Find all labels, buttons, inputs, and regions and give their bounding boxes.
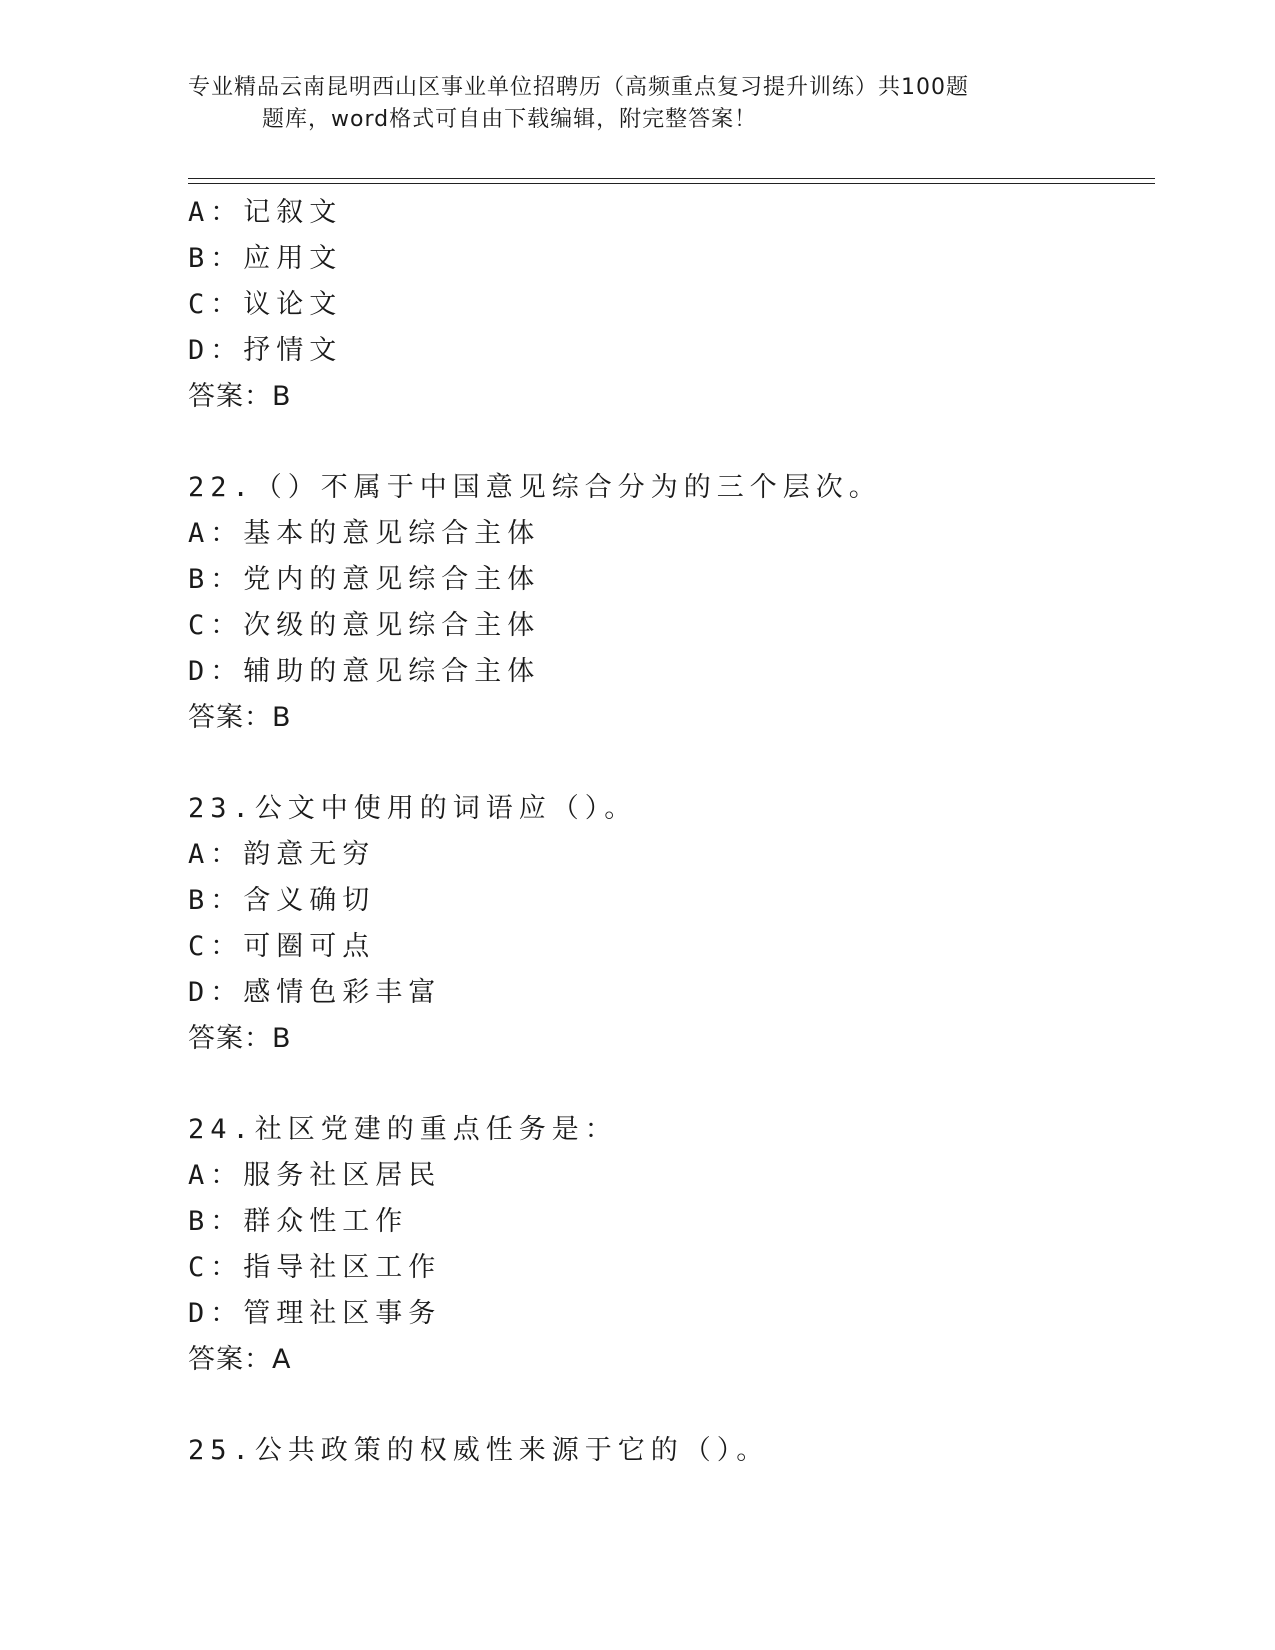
spacer	[188, 741, 1148, 786]
question-text: 25.公共政策的权威性来源于它的（）。	[188, 1435, 770, 1466]
question-21-block	[188, 190, 1148, 420]
option-c: C：次级的意见综合主体	[188, 610, 541, 641]
spacer	[188, 1062, 1148, 1107]
spacer	[188, 420, 1148, 465]
question-text: 24.社区党建的重点任务是：	[188, 1114, 618, 1145]
document-header	[188, 72, 1088, 136]
option-c: C：可圈可点	[188, 931, 376, 962]
option-d: D：感情色彩丰富	[188, 977, 442, 1008]
option-d: D：抒情文	[188, 335, 343, 366]
question-22-block	[188, 465, 1148, 741]
answer-line: 答案：B	[188, 381, 292, 412]
answer-line: 答案：B	[188, 702, 292, 733]
option-a: A：记叙文	[188, 197, 343, 228]
question-text: 22.（）不属于中国意见综合分为的三个层次。	[188, 472, 882, 503]
option-a: A：韵意无穷	[188, 839, 376, 870]
spacer	[188, 1383, 1148, 1428]
question-25-block	[188, 1428, 1148, 1474]
option-a: A：服务社区居民	[188, 1160, 442, 1191]
answer-line: 答案：A	[188, 1344, 292, 1375]
option-b: B：含义确切	[188, 885, 376, 916]
option-c: C：指导社区工作	[188, 1252, 442, 1283]
question-24-block	[188, 1107, 1148, 1383]
option-b: B：应用文	[188, 243, 343, 274]
header-title-line-1: 专业精品云南昆明西山区事业单位招聘历（高频重点复习提升训练）共100题	[188, 75, 969, 100]
answer-line: 答案：B	[188, 1023, 292, 1054]
option-d: D：管理社区事务	[188, 1298, 442, 1329]
option-c: C：议论文	[188, 289, 343, 320]
question-list	[188, 190, 1148, 1474]
header-title-line-2: 题库，word格式可自由下载编辑，附完整答案！	[262, 107, 758, 132]
option-a: A：基本的意见综合主体	[188, 518, 541, 549]
question-23-block	[188, 786, 1148, 1062]
option-b: B：党内的意见综合主体	[188, 564, 541, 595]
question-text: 23.公文中使用的词语应（）。	[188, 793, 638, 824]
option-d: D：辅助的意见综合主体	[188, 656, 541, 687]
option-b: B：群众性工作	[188, 1206, 409, 1237]
header-divider-bottom	[188, 183, 1155, 184]
header-divider-top	[188, 178, 1155, 179]
